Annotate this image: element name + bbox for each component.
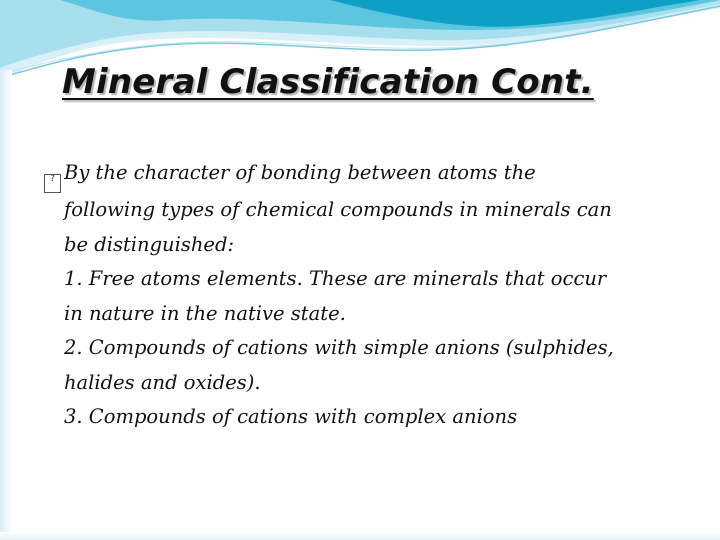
body-line-5: in nature in the native state. xyxy=(64,301,346,325)
bottom-frame-shading xyxy=(0,532,720,540)
body-line-3: be distinguished: xyxy=(64,232,235,256)
slide-title: Mineral Classification Cont. xyxy=(62,62,594,102)
bullet-icon: ? xyxy=(44,174,61,193)
body-line-text: By the character of bonding between atoms the xyxy=(64,161,536,184)
body-line-6: 2. Compounds of cations with simple anions (sulphides, xyxy=(64,336,614,359)
body-line-2: following types of chemical compounds in minerals can xyxy=(64,198,612,221)
left-frame-shading xyxy=(0,70,12,540)
body-line-1 xyxy=(44,156,694,193)
body-line-7: halides and oxides). xyxy=(64,370,261,394)
slide-body xyxy=(44,156,694,435)
body-line-4: 1. Free atoms elements. These are minerals that occur xyxy=(64,267,607,290)
body-line-8: 3. Compounds of cations with complex anions xyxy=(64,405,518,428)
